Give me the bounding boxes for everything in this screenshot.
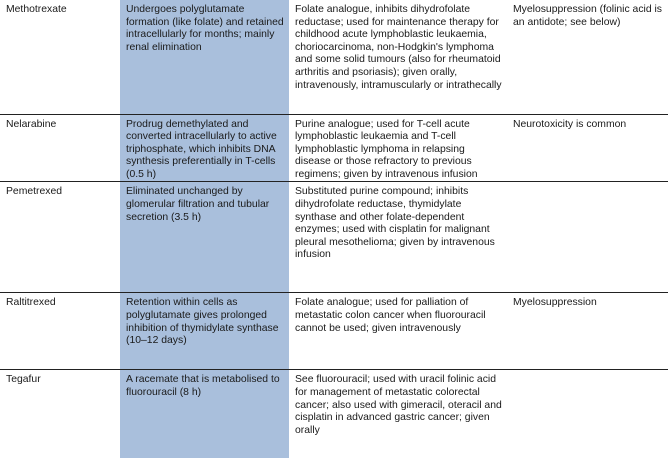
- effects-cell: [507, 370, 668, 458]
- uses-cell: Folate analogue, inhibits dihydrofolate reductase; used for maintenance therapy for childhood acute lymphoblastic leukaemia, choriocarcinoma, non-Hodgkin's lymphoma and some solid tumours (also for rheumatoid arthritis and psoriasis); given orally, intravenously, intramuscularly or intrathecally: [289, 0, 507, 114]
- drug-name-cell: Pemetrexed: [0, 182, 120, 293]
- pharmacokinetics-cell: Eliminated unchanged by glomerular filtration and tubular secretion (3.5 h): [120, 182, 289, 293]
- uses-cell: Substituted purine compound; inhibits dihydrofolate reductase, thymidylate synthase and other folate-dependent enzymes; used with cisplatin for malignant pleural mesothelioma; given by intravenous infusion: [289, 182, 507, 293]
- drug-name-cell: Methotrexate: [0, 0, 120, 114]
- pharmacokinetics-cell: A racemate that is metabolised to fluorouracil (8 h): [120, 370, 289, 458]
- uses-cell: Purine analogue; used for T-cell acute lymphoblastic leukaemia and T-cell lymphoblastic lymphoma in relapsing disease or those refractory to previous regimens; given by intravenous infusion: [289, 114, 507, 182]
- effects-cell: Neurotoxicity is common: [507, 114, 668, 182]
- effects-cell: Myelosuppression (folinic acid is an antidote; see below): [507, 0, 668, 114]
- drug-name-cell: Tegafur: [6, 374, 41, 386]
- table-row: [0, 0, 668, 114]
- table-row: [0, 370, 668, 458]
- drug-name-cell: Nelarabine: [0, 114, 120, 182]
- drug-name-cell: Raltitrexed: [0, 293, 120, 370]
- uses-cell: Folate analogue; used for palliation of metastatic colon cancer when fluorouracil cannot be used; given intravenously: [289, 293, 507, 370]
- uses-cell: See fluorouracil; used with uracil folinic acid for management of metastatic colorectal cancer; also used with gimeracil, oteracil and cisplatin in advanced gastric cancer; given orally: [295, 374, 502, 436]
- table-row: [0, 293, 668, 370]
- pharmacokinetics-cell: Undergoes polyglutamate formation (like folate) and retained intracellularly for months; mainly renal elimination: [120, 0, 289, 114]
- table-row: [0, 182, 668, 293]
- effects-cell: Myelosuppression: [507, 293, 668, 370]
- pharmacokinetics-cell: Retention within cells as polyglutamate gives prolonged inhibition of thymidylate synthase (10–12 days): [120, 293, 289, 370]
- pharmacokinetics-cell: Prodrug demethylated and converted intracellularly to active triphosphate, which inhibits DNA synthesis preferentially in T-cells (0.5 h): [120, 114, 289, 182]
- table-row: [0, 114, 668, 182]
- effects-cell: [507, 182, 668, 293]
